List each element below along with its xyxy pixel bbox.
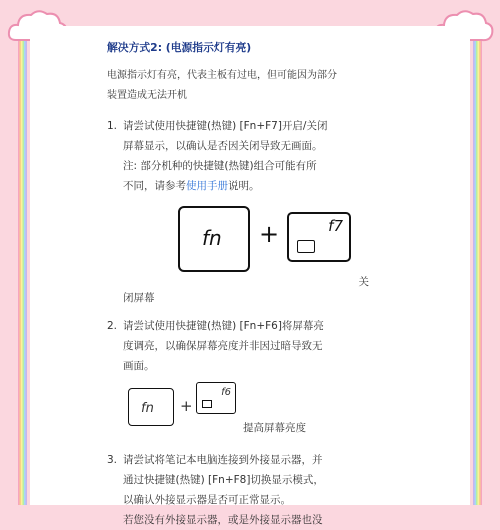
step-3 bbox=[107, 450, 377, 530]
step-text: 不同，请参考 bbox=[123, 180, 186, 192]
plus-sign: + bbox=[180, 397, 193, 415]
f6-key-icon: f6 bbox=[196, 382, 236, 414]
f7-key-icon: f7 bbox=[287, 212, 351, 262]
intro-line: 电源指示灯有亮，代表主板有过电，但可能因为部分 bbox=[107, 70, 337, 81]
brightness-icon bbox=[202, 400, 212, 408]
display-off-icon bbox=[297, 240, 315, 253]
step-line: 以确认外接显示器是否可正常显示。 bbox=[123, 494, 291, 506]
section-heading: 解决方式2: (电源指示灯有亮) bbox=[107, 41, 252, 54]
illustration-caption: 关 bbox=[358, 276, 369, 288]
fn-key-icon: fn bbox=[178, 206, 250, 272]
step-line: 请尝试使用快捷键(热键) [Fn+F6]将屏幕亮 bbox=[123, 320, 324, 332]
step-number: 3. bbox=[107, 454, 118, 466]
fn-key-icon: fn bbox=[128, 388, 174, 426]
intro-line: 装置造成无法开机 bbox=[107, 90, 187, 101]
step-2 bbox=[107, 316, 377, 440]
step-line: 画面。 bbox=[123, 360, 155, 372]
step-line bbox=[123, 176, 377, 196]
user-manual-link[interactable]: 使用手册 bbox=[186, 180, 228, 192]
step-line: 通过快捷键(热键) [Fn+F8]切换显示模式， bbox=[123, 474, 324, 486]
step-number: 2. bbox=[107, 320, 118, 332]
step-line: 请尝试使用快捷键(热键) [Fn+F7]开启/关闭 bbox=[123, 120, 328, 132]
step-line: 请尝试将笔记本电脑连接到外接显示器，并 bbox=[123, 454, 323, 466]
step-number: 1. bbox=[107, 120, 118, 132]
step-line: 注: 部分机种的快捷键(热键)组合可能有所 bbox=[123, 160, 317, 172]
step-line: 屏幕显示，以确认是否因关闭导致无画面。 bbox=[123, 140, 323, 152]
step-line: 度调亮，以确保屏幕亮度并非因过暗导致无 bbox=[123, 340, 323, 352]
illustration-caption: 提高屏幕亮度 bbox=[243, 422, 306, 434]
illustration-caption: 闭屏幕 bbox=[123, 292, 155, 304]
plus-sign: + bbox=[259, 220, 280, 248]
step-text: 说明。 bbox=[228, 180, 260, 192]
rainbow-border-right bbox=[473, 24, 482, 505]
article-content bbox=[107, 38, 377, 530]
rainbow-border-left bbox=[18, 24, 27, 505]
step-1 bbox=[107, 116, 377, 308]
step-line: 若您没有外接显示器，或是外接显示器也没 bbox=[123, 514, 323, 526]
intro-text bbox=[107, 66, 377, 106]
key-combo-illustration bbox=[123, 202, 377, 288]
key-combo-illustration bbox=[123, 380, 377, 440]
